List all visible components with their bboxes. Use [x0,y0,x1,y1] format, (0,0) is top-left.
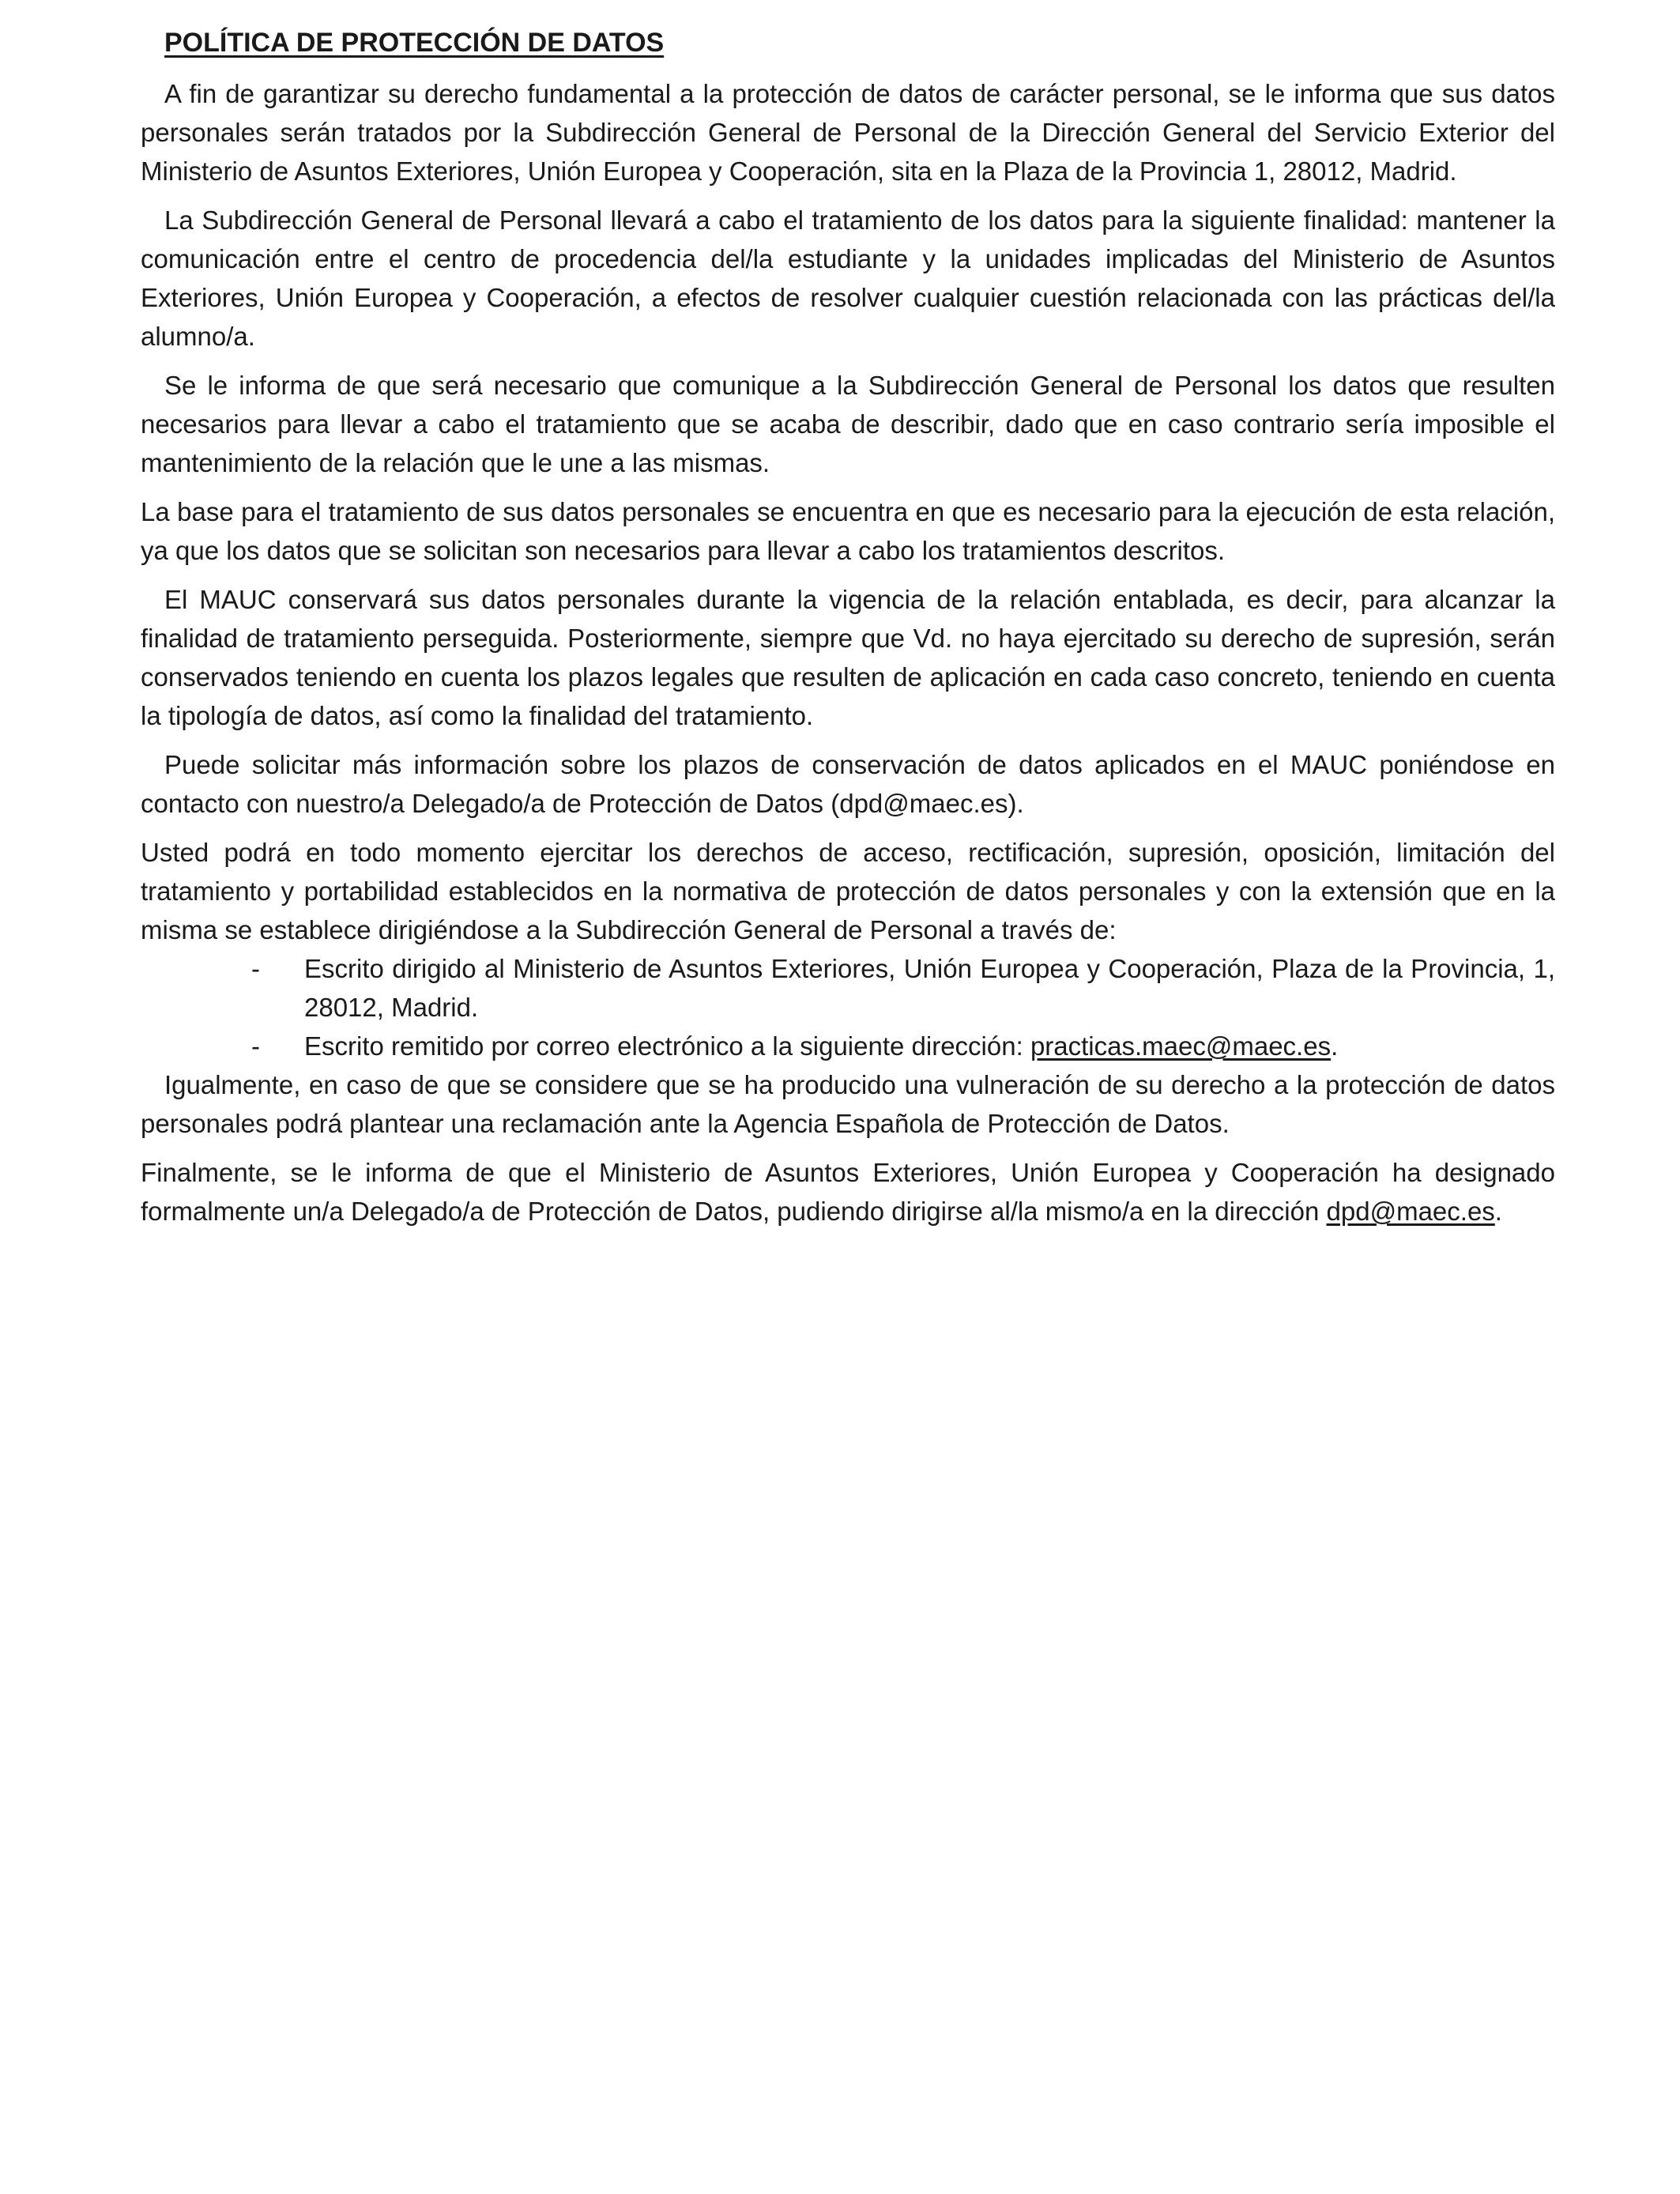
contact-methods-list [141,949,1555,1065]
document-title: POLÍTICA DE PROTECCIÓN DE DATOS [164,28,665,58]
paragraph-purpose: La Subdirección General de Personal llevará a cabo el tratamiento de los datos para la siguiente finalidad: mantener la comunicación entre el centro de procedencia del/la estudiante y la unidades implicadas del Ministerio de Asuntos Exteriores, Unión Europea y Cooperación, a efectos de resolver cualquier cuestión relacionada con las prácticas del/la alumno/a. [141,205,1555,351]
paragraph-dpo [141,1153,1555,1231]
sentence-end: . [1494,1197,1502,1226]
bullet-dash: - [251,954,260,983]
sentence-end: . [1331,1031,1339,1061]
paragraph-necessity: Se le informa de que será necesario que comunique a la Subdirección General de Personal los datos que resulten necesarios para llevar a cabo el tratamiento que se acaba de describir, dado que en caso contrario sería imposible el mantenimiento de la relación que le une a las mismas. [141,371,1555,477]
practicas-email-link[interactable]: practicas.maec@maec.es [1030,1031,1332,1061]
bullet-dash: - [251,1031,260,1061]
paragraph-data-controller: A fin de garantizar su derecho fundamental a la protección de datos de carácter personal, se le informa que sus datos personales serán tratados por la Subdirección General de Personal de la Dirección General del Servicio Exterior del Ministerio de Asuntos Exteriores, Unión Europea y Cooperación, sita en la Plaza de la Provincia 1, 28012, Madrid. [141,79,1555,186]
dpd-email-link[interactable]: dpd@maec.es [1326,1197,1495,1226]
paragraph-legal-basis: La base para el tratamiento de sus datos personales se encuentra en que es necesario para la ejecución de esta relación, ya que los datos que se solicitan son necesarios para llevar a cabo los tratamientos descritos. [141,497,1555,565]
paragraph-retention: El MAUC conservará sus datos personales durante la vigencia de la relación entablada, es decir, para alcanzar la finalidad de tratamiento perseguida. Posteriormente, siempre que Vd. no haya ejercitado su derecho de supresión, serán conservados teniendo en cuenta los plazos legales que resulten de aplicación en cada caso concreto, teniendo en cuenta la tipología de datos, así como la finalidad del tratamiento. [141,585,1555,730]
postal-address-text: Escrito dirigido al Ministerio de Asuntos Exteriores, Unión Europea y Cooperación, Plaza de la Provincia, 1, 28012, Madrid. [304,954,1555,1022]
paragraph-complaint: Igualmente, en caso de que se considere que se ha producido una vulneración de su derecho a la protección de datos personales podrá plantear una reclamación ante la Agencia Española de Protección de Datos. [141,1070,1555,1138]
paragraph-rights: Usted podrá en todo momento ejercitar los derechos de acceso, rectificación, supresión, oposición, limitación del tratamiento y portabilidad establecidos en la normativa de protección de datos personales y con la extensión que en la misma se establece dirigiéndose a la Subdirección General de Personal a través de: [141,838,1555,944]
dpo-text: Finalmente, se le informa de que el Ministerio de Asuntos Exteriores, Unión Europea y Cooperación ha designado formalmente un/a Delegado/a de Protección de Datos, pudiendo dirigirse al/la mismo/a en la dirección [141,1158,1555,1226]
document-page [141,19,1555,1231]
email-instruction-text: Escrito remitido por correo electrónico a la siguiente dirección: [304,1031,1030,1061]
list-item [141,949,1555,1027]
paragraph-more-info: Puede solicitar más información sobre los plazos de conservación de datos aplicados en el MAUC poniéndose en contacto con nuestro/a Delegado/a de Protección de Datos (dpd@maec.es). [141,750,1555,818]
list-item [141,1027,1555,1065]
